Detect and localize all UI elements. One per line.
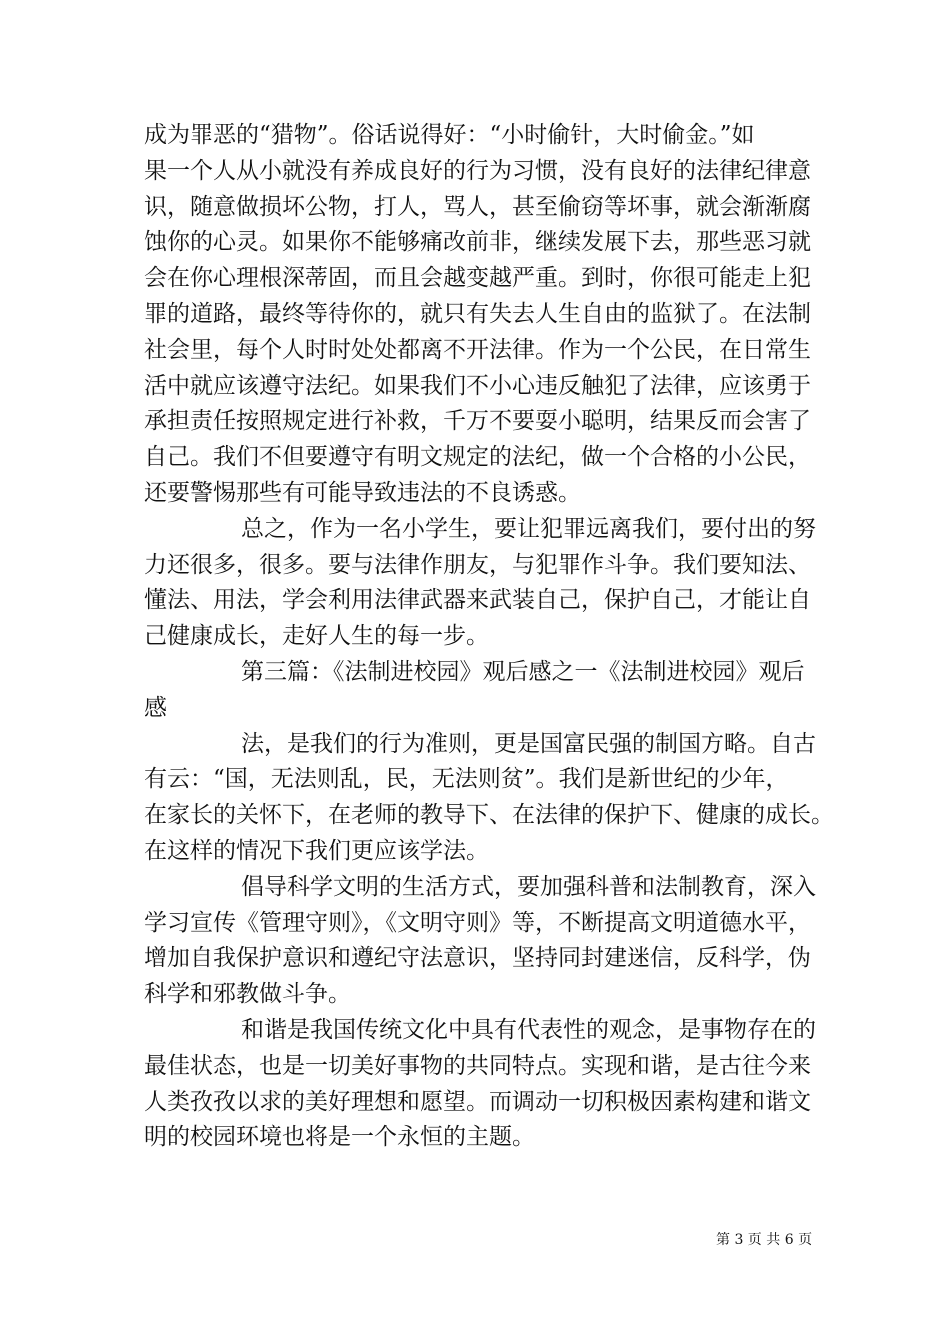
paragraph-first-line: 总之，作为一名小学生，要让犯罪远离我们，要付出的努: [241, 515, 816, 542]
text-line: 社会里，每个人时时处处都离不开法律。作为一个公民，在日常生: [144, 336, 811, 363]
paragraph-first-line: 法，是我们的行为准则，更是国富民强的制国方略。自古: [241, 730, 816, 757]
text-line: 增加自我保护意识和遵纪守法意识，坚持同封建迷信，反科学，伪: [144, 945, 811, 972]
text-line: 人类孜孜以求的美好理想和愿望。而调动一切积极因素构建和谐文: [144, 1088, 811, 1115]
text-line: 明的校园环境也将是一个永恒的主题。: [144, 1124, 535, 1151]
text-line: 会在你心理根深蒂固，而且会越变越严重。到时，你很可能走上犯: [144, 265, 811, 292]
paragraph-first-line: 倡导科学文明的生活方式，要加强科普和法制教育，深入: [241, 873, 816, 900]
section-heading-cont: 感: [144, 694, 167, 721]
page-number-footer: 第 3 页 共 6 页: [716, 1232, 813, 1248]
text-line: 承担责任按照规定进行补救，千万不要耍小聪明，结果反而会害了: [144, 408, 811, 435]
text-line: 还要警惕那些有可能导致违法的不良诱惑。: [144, 479, 581, 506]
text-line: 果一个人从小就没有养成良好的行为习惯，没有良好的法律纪律意: [144, 157, 811, 184]
text-line: 懂法、用法，学会利用法律武器来武装自己，保护自己，才能让自: [144, 587, 811, 614]
text-line: 力还很多，很多。要与法律作朋友，与犯罪作斗争。我们要知法、: [144, 551, 811, 578]
paragraph-first-line: 和谐是我国传统文化中具有代表性的观念，是事物存在的: [241, 1016, 816, 1043]
text-line: 在家长的关怀下，在老师的教导下、在法律的保护下、健康的成长。: [144, 802, 834, 829]
text-line: 罪的道路，最终等待你的，就只有失去人生自由的监狱了。在法制: [144, 300, 811, 327]
body-text: [144, 118, 834, 1156]
text-line: 自己。我们不但要遵守有明文规定的法纪，做一个合格的小公民，: [144, 444, 811, 471]
text-line: 成为罪恶的“猎物”。俗话说得好：“小时偷针，大时偷金。”如: [144, 122, 755, 148]
text-line: 活中就应该遵守法纪。如果我们不小心违反触犯了法律，应该勇于: [144, 372, 811, 399]
section-heading: 第三篇：《法制进校园》观后感之一《法制进校园》观后: [241, 658, 805, 685]
text-line: 科学和邪教做斗争。: [144, 981, 351, 1008]
text-line: 最佳状态，也是一切美好事物的共同特点。实现和谐，是古往今来: [144, 1052, 811, 1079]
text-line: 己健康成长，走好人生的每一步。: [144, 623, 489, 650]
text-line: 有云：“国，无法则乱，民，无法则贫”。我们是新世纪的少年，: [144, 766, 789, 793]
text-line: 蚀你的心灵。如果你不能够痛改前非，继续发展下去，那些恶习就: [144, 229, 811, 256]
text-line: 学习宣传《管理守则》，《文明守则》等，不断提高文明道德水平，: [144, 909, 811, 936]
text-line: 在这样的情况下我们更应该学法。: [144, 837, 489, 864]
text-line: 识，随意做损坏公物，打人，骂人，甚至偷窃等坏事，就会渐渐腐: [144, 193, 811, 220]
